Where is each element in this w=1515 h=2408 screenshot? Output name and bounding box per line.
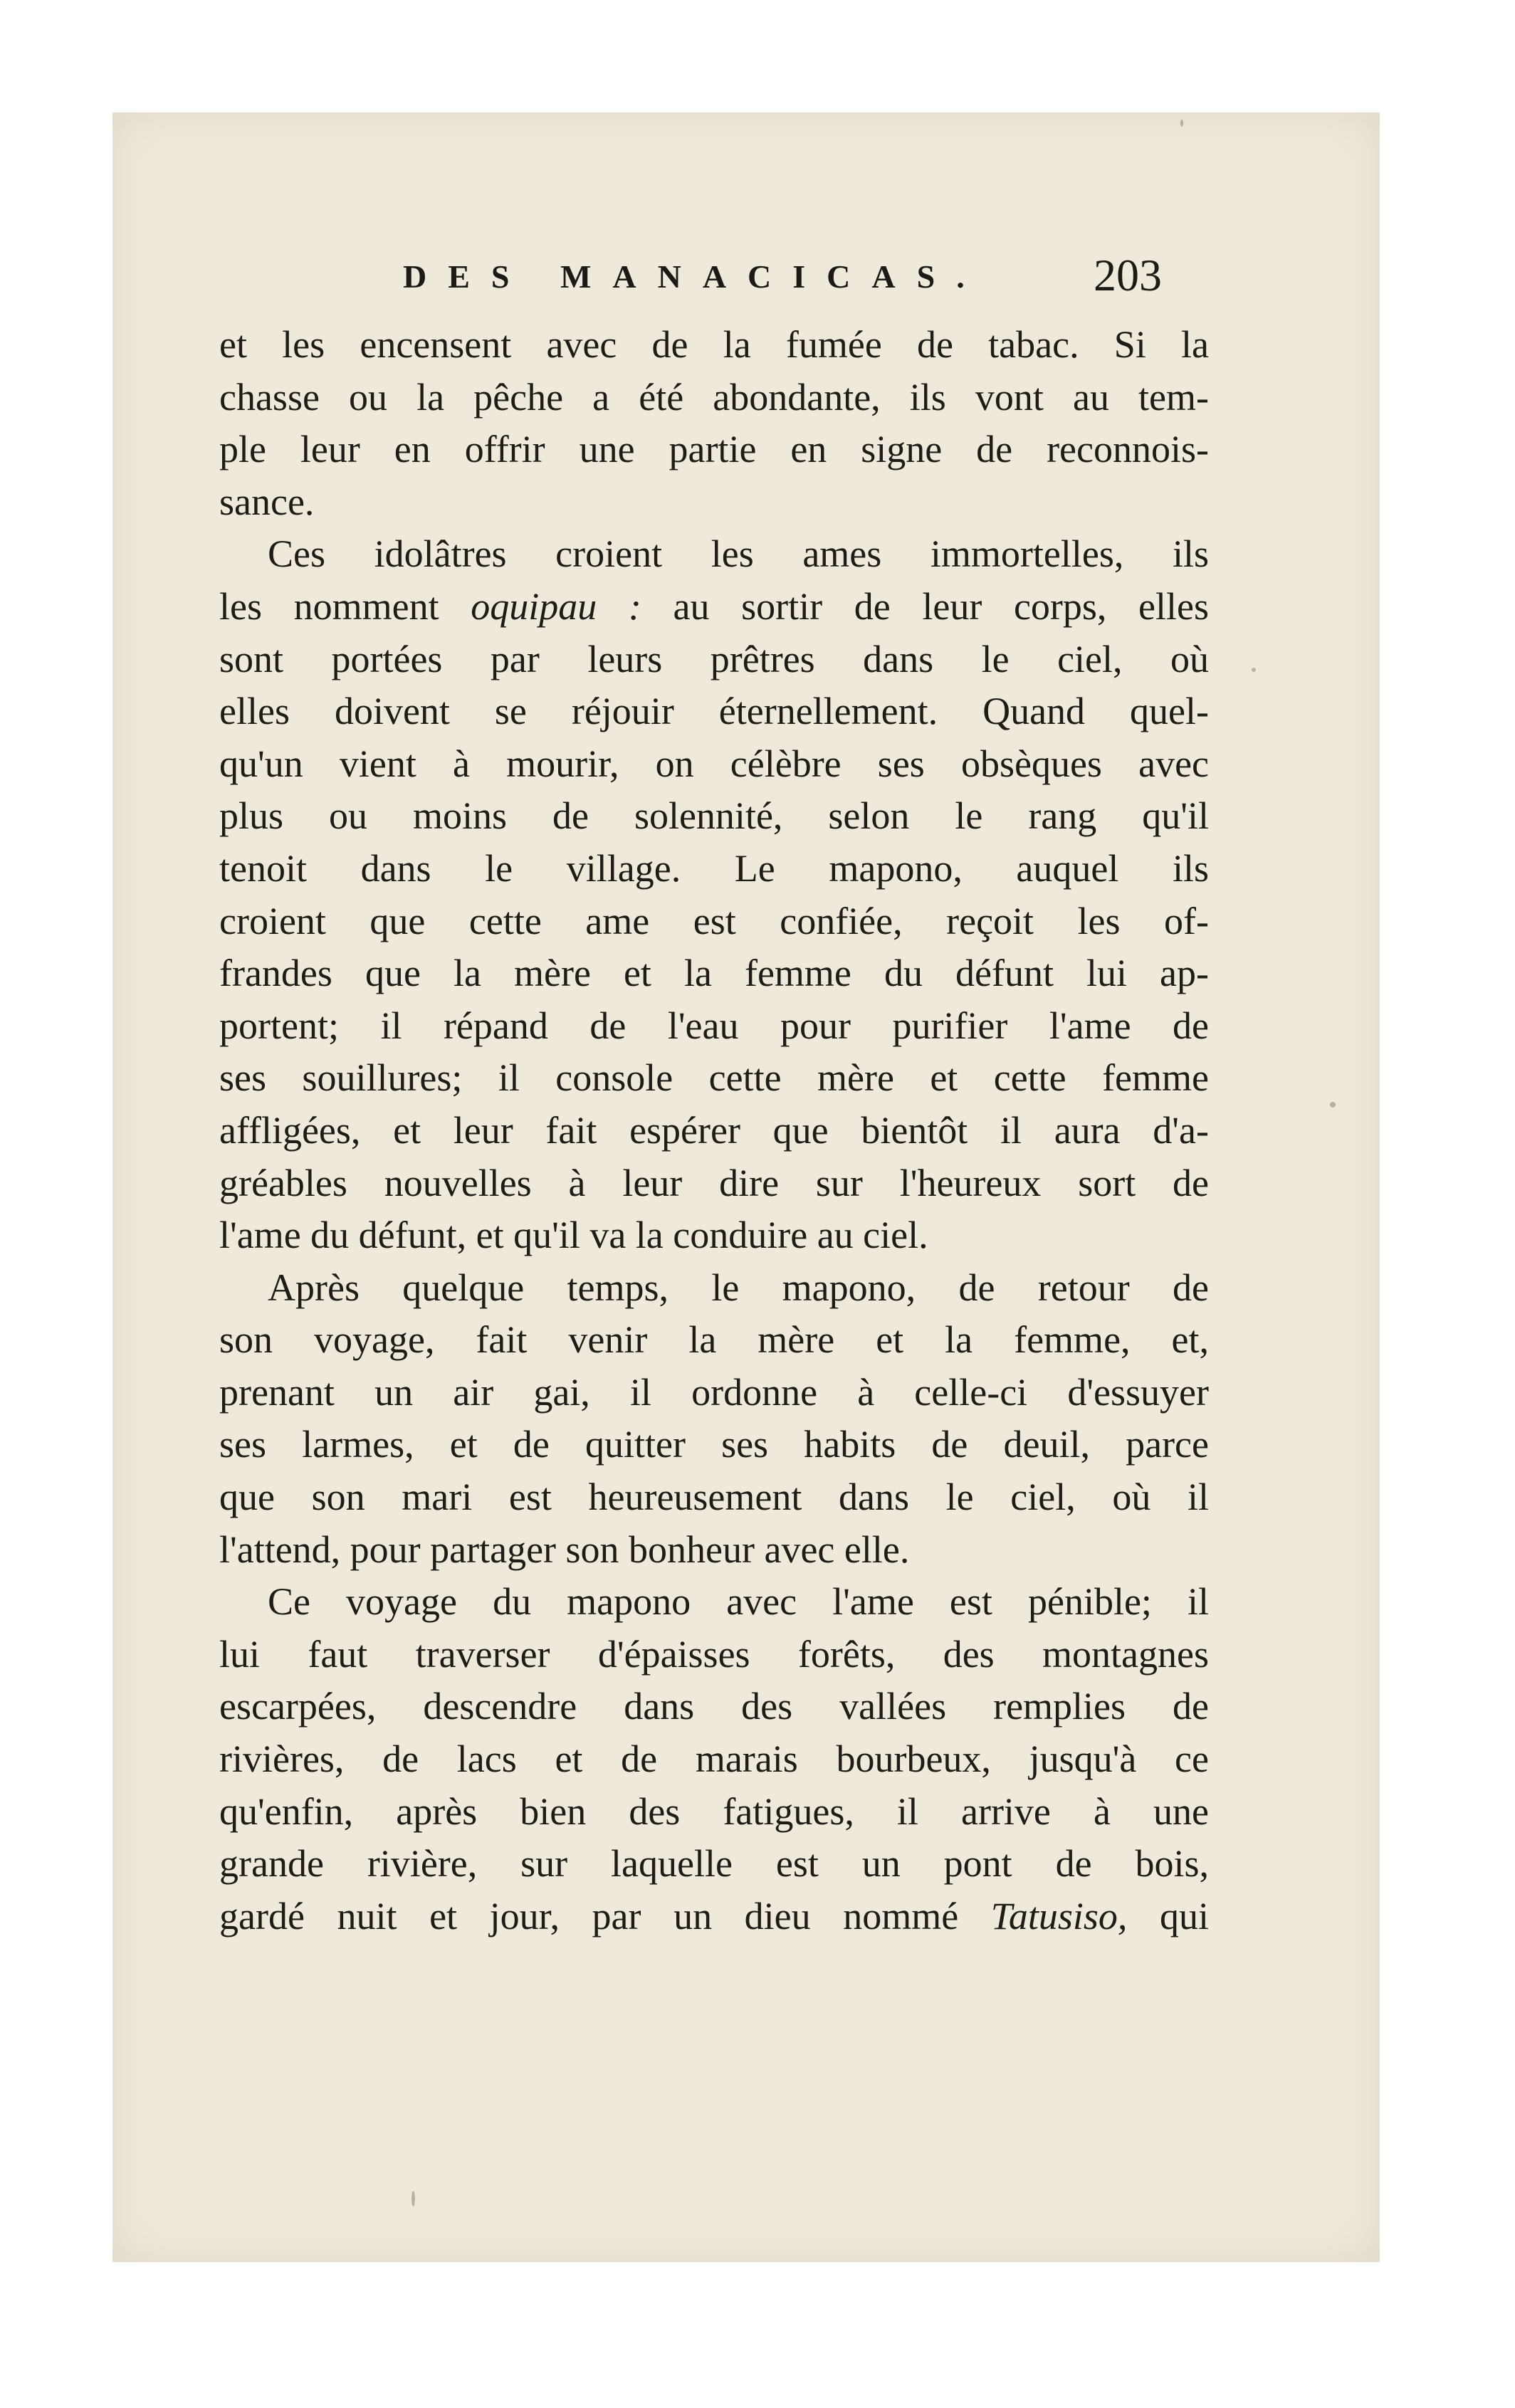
paper-speck xyxy=(1330,1102,1336,1108)
text-line: plus ou moins de solennité, selon le rang qu'il xyxy=(219,794,1209,838)
text-fragment: les nomment xyxy=(219,584,439,628)
text-line: son voyage, fait venir la mère et la femme, et, xyxy=(219,1318,1209,1362)
page-number: 203 xyxy=(1094,250,1162,300)
text-line: Après quelque temps, le mapono, de retour de xyxy=(268,1266,1209,1309)
text-line: gréables nouvelles à leur dire sur l'heureux sort de xyxy=(219,1161,1209,1204)
text-line: sance. xyxy=(219,480,315,523)
text-line: l'ame du défunt, et qu'il va la conduire au ciel. xyxy=(219,1214,928,1257)
text-line: frandes que la mère et la femme du défunt lui ap- xyxy=(219,952,1209,995)
text-line: et les encensent avec de la fumée de tabac. Si la xyxy=(219,323,1209,366)
text-line: affligées, et leur fait espérer que bientôt il aura d'a- xyxy=(219,1108,1209,1152)
text-fragment: qui xyxy=(1160,1894,1210,1938)
text-fragment: au sortir de leur corps, elles xyxy=(673,584,1209,628)
running-title: DES MANACICAS. xyxy=(403,258,986,295)
text-line xyxy=(219,1891,1209,1943)
text-line: lui faut traverser d'épaisses forêts, des montagnes xyxy=(219,1632,1209,1676)
text-line: chasse ou la pêche a été abondante, ils vont au tem- xyxy=(219,375,1209,419)
paper-speck xyxy=(1180,120,1183,127)
text-line: que son mari est heureusement dans le ciel, où il xyxy=(219,1476,1209,1519)
paragraph xyxy=(219,1576,1209,1942)
text-line: portent; il répand de l'eau pour purifier l'ame de xyxy=(219,1004,1209,1047)
body-text xyxy=(219,319,1209,1942)
text-line: qu'un vient à mourir, on célèbre ses obsèques avec xyxy=(219,742,1209,785)
paragraph xyxy=(219,528,1209,1261)
text-line: rivières, de lacs et de marais bourbeux, jusqu'à ce xyxy=(219,1737,1209,1781)
text-line: grande rivière, sur laquelle est un pont de bois, xyxy=(219,1842,1209,1886)
text-line: ple leur en offrir une partie en signe de reconnois- xyxy=(219,428,1209,471)
text-line xyxy=(219,581,1209,633)
text-line: ses souillures; il console cette mère et cette femme xyxy=(219,1056,1209,1100)
text-line: Ces idolâtres croient les ames immortelles, ils xyxy=(268,532,1209,576)
text-line: l'attend, pour partager son bonheur avec elle. xyxy=(219,1528,910,1571)
text-line: qu'enfin, après bien des fatigues, il arrive à une xyxy=(219,1789,1209,1833)
text-line: sont portées par leurs prêtres dans le ciel, où xyxy=(219,637,1209,680)
paper-speck xyxy=(411,2191,415,2207)
paragraph xyxy=(219,319,1209,528)
italic-name: Tatusiso, xyxy=(990,1894,1128,1938)
paragraph xyxy=(219,1262,1209,1577)
book-page xyxy=(112,112,1380,2262)
paper-speck xyxy=(1252,668,1256,672)
text-line: prenant un air gai, il ordonne à celle-ci d'essuyer xyxy=(219,1370,1209,1414)
italic-term: oquipau : xyxy=(471,584,641,628)
text-line: ses larmes, et de quitter ses habits de deuil, parce xyxy=(219,1423,1209,1466)
text-fragment: gardé nuit et jour, par un dieu nommé xyxy=(219,1894,959,1938)
text-line: Ce voyage du mapono avec l'ame est pénible; il xyxy=(268,1580,1209,1624)
text-line: tenoit dans le village. Le mapono, auquel ils xyxy=(219,846,1209,890)
text-line: elles doivent se réjouir éternellement. Quand quel- xyxy=(219,690,1209,733)
text-line: escarpées, descendre dans des vallées remplies de xyxy=(219,1685,1209,1728)
text-line: croient que cette ame est confiée, reçoit les of- xyxy=(219,899,1209,942)
page-header xyxy=(112,245,1380,309)
